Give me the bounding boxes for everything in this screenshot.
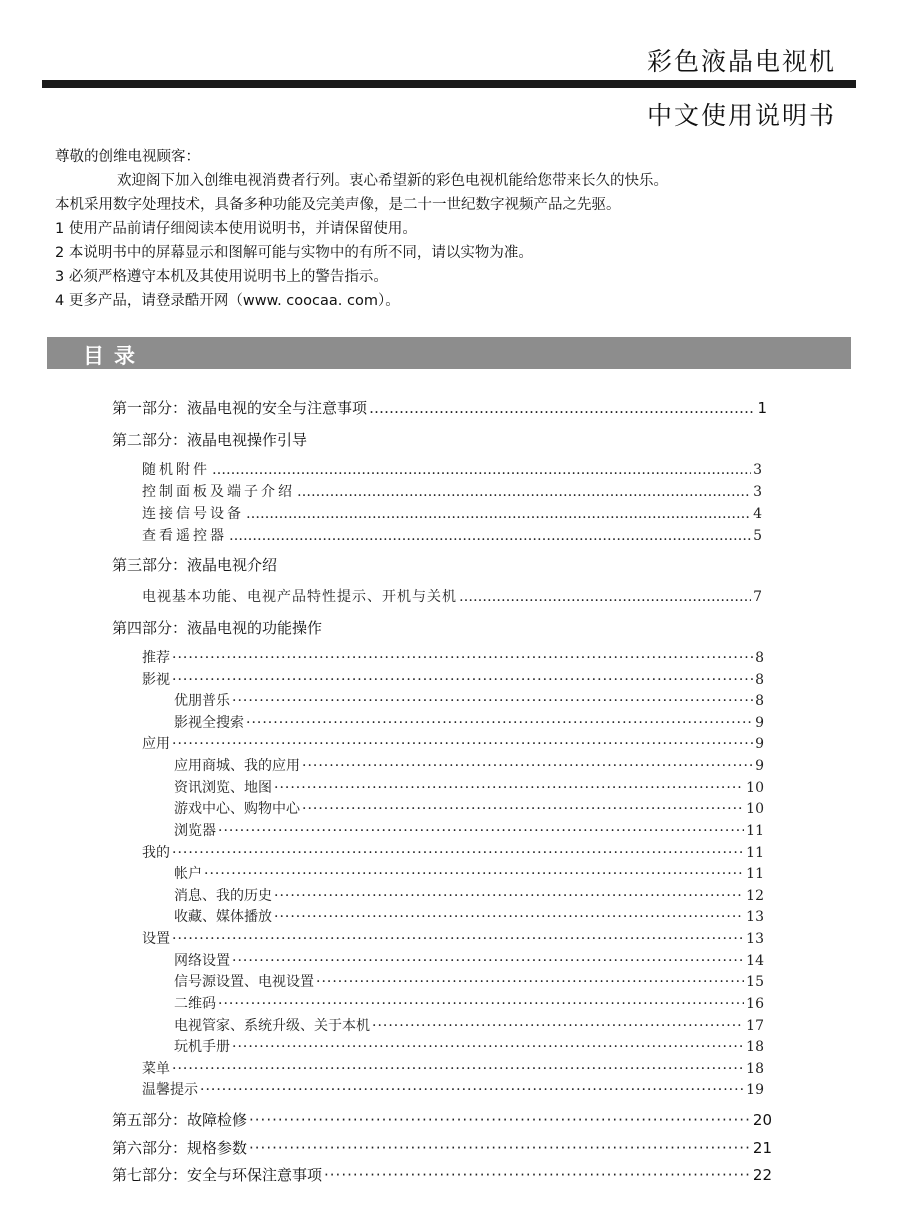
toc-page-number: 11 [746,845,764,861]
toc-leader [172,736,753,752]
toc-item[interactable] [142,503,762,523]
toc-item-label: 资讯浏览、地图 [174,780,272,796]
toc-leader [302,758,753,774]
toc-item-label: 优朋普乐 [174,693,230,709]
toc-part-6[interactable] [112,1137,772,1158]
toc-item[interactable] [142,586,762,606]
toc-page-number: 10 [746,801,764,817]
toc-page-number: 19 [746,1082,764,1098]
toc-leader [232,693,753,709]
toc-page-number: 18 [746,1061,764,1077]
toc-page-number: 16 [746,996,764,1012]
toc-leader [172,1061,744,1077]
toc-leader [218,823,744,839]
toc-leader [212,462,751,478]
toc-page-number: 13 [746,931,764,947]
toc-item[interactable] [142,669,764,689]
toc-page-number: 3 [753,462,762,478]
greeting: 尊敬的创维电视顾客： [55,149,200,165]
toc-item-label: 连接信号设备 [142,506,244,522]
toc-part-label: 第五部分：故障检修 [112,1111,248,1129]
toc-page-number: 22 [752,1166,772,1184]
toc-part-5[interactable] [112,1109,772,1130]
toc-item-label: 玩机手册 [174,1039,230,1055]
toc-item[interactable] [142,647,764,667]
toc-heading-bar [47,337,851,369]
toc-subitem[interactable] [174,820,764,840]
toc-leader [459,589,751,605]
toc-item[interactable] [142,1079,764,1099]
toc-leader [297,484,751,500]
toc-subitem[interactable] [174,798,764,818]
toc-page-number: 13 [746,909,764,925]
toc-item[interactable] [142,481,762,501]
toc-page-number: 9 [755,736,764,752]
toc-leader [246,715,753,731]
note-1: 1 使用产品前请仔细阅读本使用说明书，并请保留使用。 [55,221,417,237]
toc-leader [316,974,744,990]
toc-item-label: 我的 [142,845,170,861]
toc-item-label: 浏览器 [174,823,216,839]
toc-part-label: 第四部分：液晶电视的功能操作 [112,619,323,637]
toc-leader [172,845,744,861]
toc-part-1[interactable] [112,397,767,418]
toc-page-number: 9 [755,758,764,774]
toc-item-label: 控制面板及端子介绍 [142,484,295,500]
toc-page-number: 3 [753,484,762,500]
toc-subitem[interactable] [174,950,764,970]
toc-page-number: 1 [757,399,767,417]
toc-leader [249,1111,751,1129]
welcome-line: 欢迎阁下加入创维电视消费者行列。衷心希望新的彩色电视机能给您带来长久的快乐。 [117,173,668,189]
toc-leader [274,909,744,925]
toc-page-number: 4 [753,506,762,522]
toc-subitem[interactable] [174,1015,764,1035]
toc-item[interactable] [142,928,764,948]
toc-page-number: 9 [755,715,764,731]
toc-page-number: 18 [746,1039,764,1055]
toc-part-7[interactable] [112,1164,772,1185]
document-subtitle: 中文使用说明书 [646,101,836,130]
toc-subitem[interactable] [174,1036,764,1056]
toc-item-label: 电视基本功能、电视产品特性提示、开机与关机 [142,589,457,605]
document-title: 彩色液晶电视机 [646,47,836,76]
toc-page-number: 17 [746,1018,764,1034]
toc-page-number: 21 [752,1139,772,1157]
toc-subitem[interactable] [174,993,764,1013]
toc-subitem[interactable] [174,863,764,883]
toc-leader [172,650,753,666]
toc-subitem[interactable] [174,755,764,775]
toc-page-number: 20 [752,1111,772,1129]
toc-subitem[interactable] [174,712,764,732]
note-2: 2 本说明书中的屏幕显示和图解可能与实物中的有所不同，请以实物为准。 [55,245,533,261]
toc-leader [372,1018,744,1034]
toc-item-label: 影视全搜索 [174,715,244,731]
toc-item[interactable] [142,459,762,479]
toc-leader [369,399,755,417]
toc-leader [172,931,744,947]
toc-subitem[interactable] [174,885,764,905]
toc-leader [249,1139,751,1157]
toc-page-number: 8 [755,650,764,666]
toc-part-label: 第六部分：规格参数 [112,1139,248,1157]
toc-part-label: 第一部分：液晶电视的安全与注意事项 [112,399,368,417]
toc-leader [232,1039,744,1055]
toc-part-label: 第三部分：液晶电视介绍 [112,556,278,574]
note-3: 3 必须严格遵守本机及其使用说明书上的警告指示。 [55,269,388,285]
toc-item-label: 二维码 [174,996,216,1012]
toc-page-number: 7 [753,589,762,605]
toc-leader [324,1166,751,1184]
toc-leader [229,528,751,544]
toc-page-number: 11 [746,823,764,839]
toc-item-label: 设置 [142,931,170,947]
toc-item[interactable] [142,733,764,753]
toc-page-number: 12 [746,888,764,904]
toc-subitem[interactable] [174,971,764,991]
toc-page-number: 8 [755,672,764,688]
toc-leader [274,888,744,904]
toc-page-number: 15 [746,974,764,990]
toc-subitem[interactable] [174,777,764,797]
toc-page-number: 8 [755,693,764,709]
toc-part-4[interactable] [112,617,322,638]
toc-page-number: 14 [746,953,764,969]
toc-subitem[interactable] [174,906,764,926]
toc-page-number: 5 [753,528,762,544]
toc-leader [246,506,751,522]
toc-leader [232,953,744,969]
toc-part-label: 第七部分：安全与环保注意事项 [112,1166,323,1184]
toc-leader [200,1082,744,1098]
toc-item-label: 菜单 [142,1061,170,1077]
toc-item-label: 信号源设置、电视设置 [174,974,314,990]
toc-page-number: 11 [746,866,764,882]
toc-part-2[interactable] [112,429,307,450]
note-4: 4 更多产品，请登录酷开网（www. coocaa. com）。 [55,293,400,309]
toc-part-label: 第二部分：液晶电视操作引导 [112,431,308,449]
tech-line: 本机采用数字处理技术，具备多种功能及完美声像，是二十一世纪数字视频产品之先驱。 [55,197,621,213]
toc-item-label: 应用商城、我的应用 [174,758,300,774]
toc-item[interactable] [142,525,762,545]
toc-item-label: 查看遥控器 [142,528,227,544]
toc-item-label: 温馨提示 [142,1082,198,1098]
toc-item-label: 收藏、媒体播放 [174,909,272,925]
toc-item-label: 帐户 [174,866,202,882]
toc-part-3[interactable] [112,554,277,575]
toc-item[interactable] [142,1058,764,1078]
intro-text [55,145,855,313]
toc-leader [274,780,744,796]
toc-item-label: 随机附件 [142,462,210,478]
header-rule [42,80,856,88]
toc-leader [204,866,744,882]
toc-item-label: 电视管家、系统升级、关于本机 [174,1018,370,1034]
toc-item-label: 网络设置 [174,953,230,969]
toc-leader [302,801,744,817]
toc-item-label: 推荐 [142,650,170,666]
toc-item[interactable] [142,842,764,862]
toc-page-number: 10 [746,780,764,796]
toc-item-label: 消息、我的历史 [174,888,272,904]
toc-leader [172,672,753,688]
toc-heading: 目录 [83,344,145,368]
toc-subitem[interactable] [174,690,764,710]
toc-item-label: 应用 [142,736,170,752]
toc-item-label: 游戏中心、购物中心 [174,801,300,817]
toc-item-label: 影视 [142,672,170,688]
toc-leader [218,996,744,1012]
